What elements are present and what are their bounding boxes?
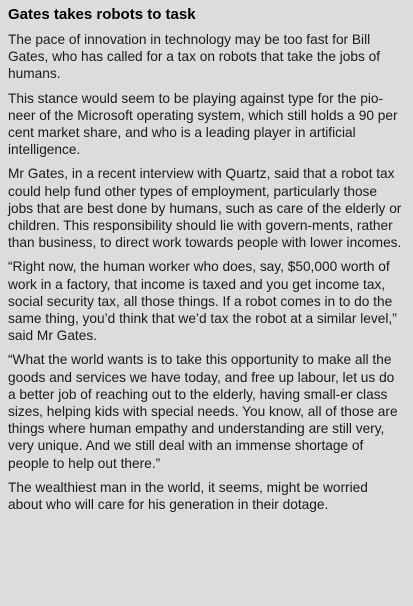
- article-paragraph: Mr Gates, in a recent interview with Quartz, said that a robot tax could help fund other types of employment, particularly those jobs that are best done by humans, such as care of the elderly or children. This responsibility should lie with govern-ments, rather than business, to direct work towards people with lower incomes.: [8, 166, 402, 251]
- article-paragraph: “What the world wants is to take this opportunity to make all the goods and services we have today, and free up labour, let us do a better job of reaching out to the elderly, having small-er class sizes, helping kids with special needs. You know, all of those are things where human empathy and understanding are still very, very unique. And we still deal with an immense shortage of people to help out there.”: [8, 352, 398, 471]
- article-paragraph: This stance would seem to be playing against type for the pio-neer of the Microsoft operating system, which still holds a 90 per cent market share, and who is a leading player in artificial intelligence.: [8, 90, 398, 158]
- article-title: Gates takes robots to task: [8, 6, 196, 23]
- article-paragraph: “Right now, the human worker who does, say, $50,000 worth of work in a factory, that income is taxed and you get income tax, social security tax, all those things. If a robot comes in to do the same thing, you’d think that we’d tax the robot at a similar level,” said Mr Gates.: [8, 259, 397, 344]
- article-paragraph: The wealthiest man in the world, it seems, might be worried about who will care for his generation in their dotage.: [8, 479, 368, 513]
- article-paragraph: The pace of innovation in technology may be too fast for Bill Gates, who has called for a tax on robots that take the jobs of humans.: [8, 32, 381, 82]
